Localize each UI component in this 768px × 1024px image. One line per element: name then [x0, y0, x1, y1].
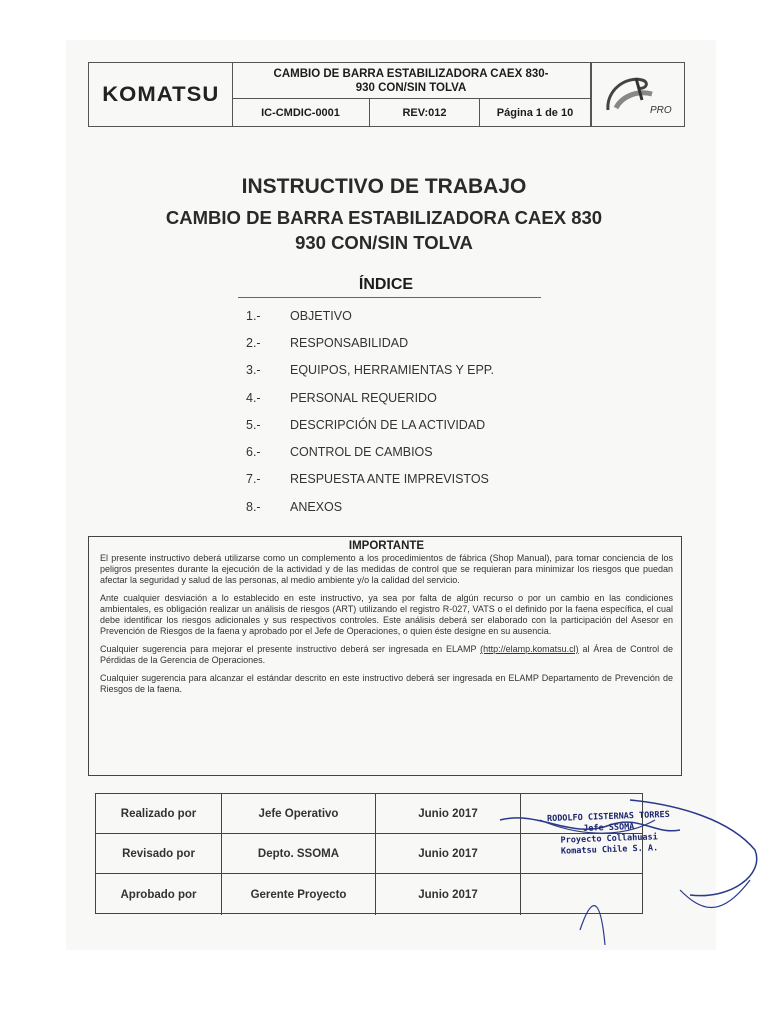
index-item: 8.- ANEXOS [246, 499, 343, 514]
svg-text:PRO: PRO [650, 104, 672, 116]
index-item: 4.- PERSONAL REQUERIDO [246, 390, 437, 405]
index-item: 5.- DESCRIPCIÓN DE LA ACTIVIDAD [246, 417, 486, 432]
index-divider [238, 297, 541, 298]
komatsu-logo: KOMATSU [89, 63, 233, 126]
index-item: 3.- EQUIPOS, HERRAMIENTAS Y EPP. [246, 363, 494, 378]
document-code: IC-CMDIC-0001 [232, 99, 370, 126]
notice-paragraph: Cualquier sugerencia para alcanzar el estándar descrito en este instructivo deberá ser ingresada en ELAMP Departamento de Prevención de Riesgos de la faena. [100, 673, 673, 694]
document-title-line2: 930 CON/SIN TOLVA [295, 232, 473, 253]
revision: REV:012 [370, 99, 480, 126]
index-item: 1.- OBJETIVO [246, 308, 352, 323]
pro-logo-icon [598, 70, 678, 120]
document-title-line1: CAMBIO DE BARRA ESTABILIZADORA CAEX 830 [165, 207, 603, 228]
important-notice-box [88, 536, 682, 776]
page-number: Página 1 de 10 [480, 99, 591, 126]
index-heading: ÍNDICE [358, 276, 414, 293]
important-heading: IMPORTANTE [348, 540, 425, 552]
notice-paragraph: Ante cualquier desviación a lo establecido en este instructivo, ya sea por falta de algún recurso o por un cambio en las condiciones ambientales, es obligación realizar un análisis de riesgos (ART) utilizando el registro R-027, VATS o el definido por la faena específica, el cual debe identificar los riesgos adicionales y sus respectivos controles. Este análisis deberá ser elaborado con la participación del Asesor en Prevención de Riesgos de la faena y aprobado por el Jefe de Operaciones, o quien éste designe en su ausencia. [100, 593, 673, 636]
header-title: CAMBIO DE BARRA ESTABILIZADORA CAEX 830- 930 CON/SIN TOLVA [232, 63, 591, 99]
ssoma-seal: RODOLFO CISTERNAS TORRES Jefe SSOMA Proyecto Collahuasi Komatsu Chile S. A. [546, 809, 670, 857]
pro-logo [591, 63, 684, 126]
index-item: 6.- CONTROL DE CAMBIOS [246, 445, 433, 460]
elamp-link[interactable]: (http://elamp.komatsu.cl) [480, 644, 579, 654]
table-row: Revisado por Depto. SSOMA Junio 2017 [96, 834, 642, 874]
table-row: Realizado por Jefe Operativo Junio 2017 [96, 794, 642, 834]
index-item: 7.- RESPUESTA ANTE IMPREVISTOS [246, 472, 489, 487]
document-header [88, 62, 685, 127]
index-list [246, 302, 546, 520]
notice-paragraph: Cualquier sugerencia para mejorar el presente instructivo deberá ser ingresada en ELAMP (http://elamp.komatsu.cl) al Área de Control de Pérdidas de la Gerencia de Operaciones. [100, 644, 673, 665]
document-type-title: INSTRUCTIVO DE TRABAJO [241, 175, 527, 198]
notice-paragraph: El presente instructivo deberá utilizarse como un complemento a los procedimientos de fábrica (Shop Manual), para tomar conciencia de los peligros presentes durante la ejecución de la actividad y de las medidas de control que se requieran para minimizar los riesgos que puedan afectar la seguridad y salud de las personas, al medio ambiente y/o la calidad del servicio. [100, 553, 673, 585]
index-item: 2.- RESPONSABILIDAD [246, 335, 409, 350]
table-row: Aprobado por Gerente Proyecto Junio 2017 [96, 874, 642, 915]
handwritten-signature [480, 780, 765, 950]
